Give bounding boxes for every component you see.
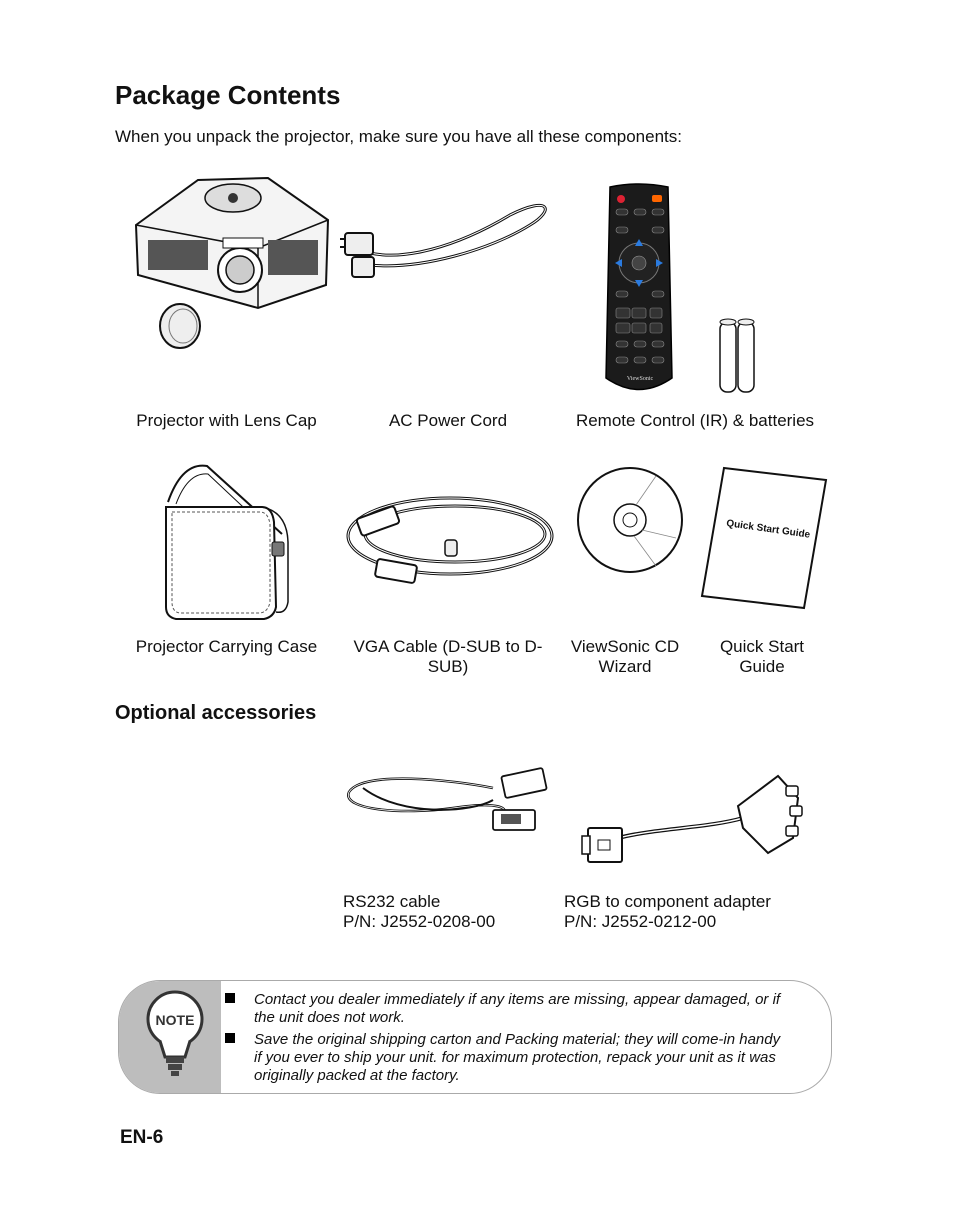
note-item-2 bbox=[254, 1031, 832, 1085]
note-box bbox=[118, 980, 832, 1094]
caption-cd-line1: ViewSonic CD bbox=[570, 637, 680, 656]
projector-illustration bbox=[128, 170, 333, 350]
note-item-2-line2: if you ever to ship your unit. for maximum protection, repack your unit as it was bbox=[254, 1049, 776, 1066]
rgb-name: RGB to component adapter bbox=[564, 892, 771, 911]
caption-qsg-line2: Guide bbox=[739, 657, 785, 676]
note-item-1 bbox=[254, 991, 832, 1027]
remote-brand-text: ViewSonic bbox=[626, 376, 654, 382]
note-item-2-line1: Save the original shipping carton and Packing material; they will come-in handy bbox=[254, 1031, 781, 1048]
intro-text: When you unpack the projector, make sure you have all these components: bbox=[115, 127, 682, 146]
rs232-cable-illustration bbox=[343, 770, 555, 840]
caption-power-cord: AC Power Cord bbox=[388, 411, 508, 430]
quick-start-guide-illustration bbox=[700, 466, 830, 611]
note-item-1-line2: the unit does not work. bbox=[254, 1009, 405, 1026]
note-bullet-1 bbox=[225, 993, 235, 1003]
note-lightbulb-icon bbox=[145, 989, 205, 1079]
cd-disc-illustration bbox=[576, 466, 684, 574]
page-title: Package Contents bbox=[115, 80, 341, 110]
caption-cd bbox=[560, 637, 690, 677]
rs232-part-number: P/N: J2552-0208-00 bbox=[343, 912, 496, 931]
caption-vga-line1: VGA Cable (D-SUB to D- bbox=[353, 637, 543, 656]
note-item-2-line3: originally packed at the factory. bbox=[254, 1067, 460, 1084]
caption-projector: Projector with Lens Cap bbox=[136, 411, 317, 430]
note-icon-panel bbox=[119, 981, 221, 1093]
rs232-caption bbox=[343, 892, 495, 932]
optional-heading: Optional accessories bbox=[115, 702, 317, 724]
caption-vga bbox=[345, 637, 551, 677]
carrying-case-illustration bbox=[162, 462, 292, 622]
caption-remote: Remote Control (IR) & batteries bbox=[575, 411, 815, 430]
caption-qsg bbox=[706, 637, 818, 677]
power-cord-illustration bbox=[340, 195, 560, 290]
rgb-part-number: P/N: J2552-0212-00 bbox=[564, 912, 717, 931]
caption-case: Projector Carrying Case bbox=[135, 637, 318, 656]
page-number: EN-6 bbox=[120, 1127, 164, 1148]
caption-cd-line2: Wizard bbox=[598, 657, 652, 676]
note-bullet-2 bbox=[225, 1033, 235, 1043]
note-item-1-line1: Contact you dealer immediately if any items are missing, appear damaged, or if bbox=[254, 991, 781, 1008]
batteries-illustration bbox=[718, 316, 760, 394]
caption-qsg-line1: Quick Start bbox=[719, 637, 805, 656]
guide-cover-text: Quick Start Guide bbox=[725, 518, 811, 541]
rgb-adapter-illustration bbox=[578, 768, 808, 868]
vga-cable-illustration bbox=[340, 488, 555, 598]
remote-control-illustration bbox=[604, 183, 674, 398]
rgb-caption bbox=[564, 892, 771, 932]
rs232-name: RS232 cable bbox=[343, 892, 441, 911]
caption-vga-line2: SUB) bbox=[427, 657, 469, 676]
note-icon-label: NOTE bbox=[155, 1012, 195, 1028]
